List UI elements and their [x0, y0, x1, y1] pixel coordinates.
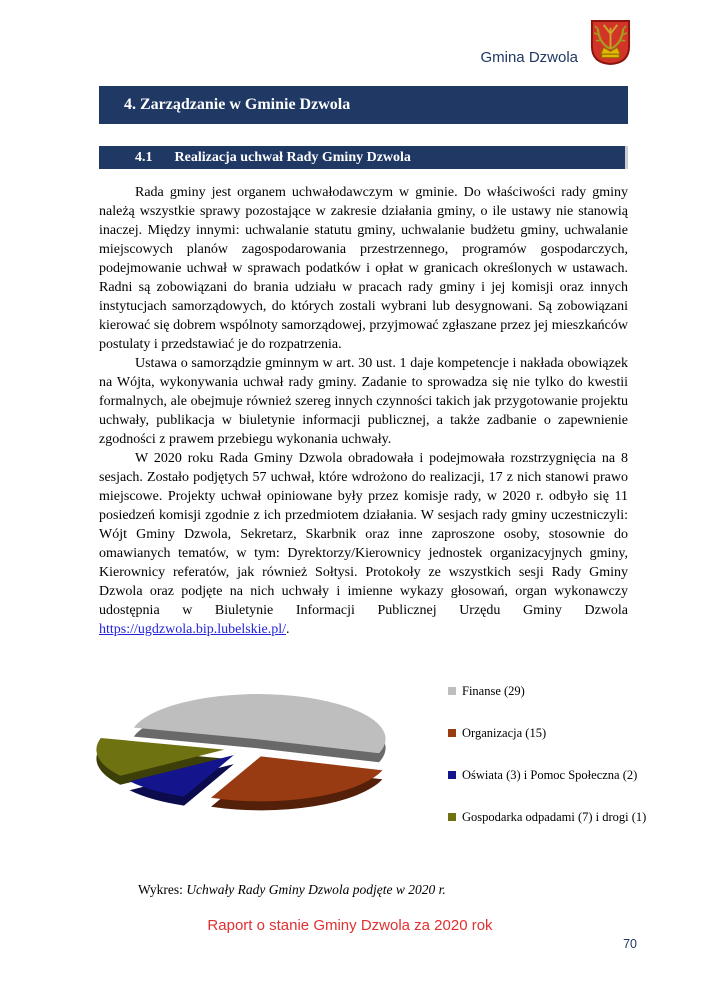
- org-name: Gmina Dzwola: [480, 49, 578, 66]
- chart-legend: [448, 684, 698, 852]
- paragraph-1: Rada gminy jest organem uchwałodawczym w gminie. Do właściwości rady gminy należą wszystkie sprawy pozostające w zakresie działania gminy, o ile ustawy nie stanowią inaczej. Między innymi: uchwalanie statutu gminy, uchwalanie budżetu gminy, uchwalanie miejscowych planów zagospodarowania przestrzennego, programów gospodarczych, podejmowanie uchwał w sprawach podatków i opłat w granicach określonych w ustawach. Radni są zobowiązani do brania udziału w pracach rady gminy i jej komisji oraz innych instytucjach samorządowych, do których zostali wybrani lub desygnowani. Są zobowiązani kierować się dobrem wspólnoty samorządowej, przyjmować zgłaszane przez jej mieszkańców postulaty i przedstawiać je do rozpatrzenia.: [99, 185, 628, 352]
- caption-text: Uchwały Rady Gminy Dzwola podjęte w 2020 r.: [186, 882, 446, 897]
- chart-caption: [138, 882, 446, 898]
- link-suffix: .: [286, 622, 290, 637]
- section-heading: [99, 86, 628, 124]
- legend-item: [448, 726, 698, 768]
- body-text: [99, 183, 628, 639]
- subsection-number: 4.1: [135, 150, 153, 165]
- page-number: 70: [623, 937, 637, 951]
- report-footer: Raport o stanie Gminy Dzwola za 2020 rok: [207, 917, 493, 934]
- legend-swatch: [448, 813, 456, 821]
- paragraph-3-text: W 2020 roku Rada Gminy Dzwola obradowała i podejmowała rozstrzygnięcia na 8 sesjach. Zostało podjętych 57 uchwał, które wdrożono do realizacji, 17 z nich stanowi prawo miejscowe. Projekty uchwał opiniowane były przez komisje rady, w 2020 r. odbyło się 11 posiedzeń komisji zgodnie z ich przedmiotem działania. W sesjach rady gminy uczestniczyli: Wójt Gminy Dzwola, Sekretarz, Skarbnik oraz inne zaproszone osoby, stosownie do omawianych tematów, w tym: Dyrektorzy/Kierownicy jednostek organizacyjnych gminy, Kierownicy referatów, jak również Sołtysi. Protokoły ze wszystkich sesji Rady Gminy Dzwola oraz podjęte na nich uchwały i imienne wykazy głosowań, organ wykonawczy udostępnia w Biuletynie Informacji Publicznej Urzędu Gminy Dzwola: [99, 451, 628, 618]
- legend-swatch: [448, 729, 456, 737]
- bip-link[interactable]: https://ugdzwola.bip.lubelskie.pl/: [99, 622, 287, 637]
- legend-label: Gospodarka odpadami (7) i drogi (1): [462, 810, 647, 824]
- caption-label: Wykres:: [138, 882, 183, 897]
- legend-label: Organizacja (15): [462, 726, 547, 740]
- coat-of-arms-icon: [589, 19, 632, 66]
- legend-swatch: [448, 687, 456, 695]
- paragraph-3: [99, 449, 628, 639]
- legend-label: Finanse (29): [462, 684, 525, 698]
- section-heading-label: 4. Zarządzanie w Gminie Dzwola: [124, 96, 351, 113]
- legend-item: [448, 684, 698, 726]
- paragraph-2: Ustawa o samorządzie gminnym w art. 30 ust. 1 daje kompetencje i nakłada obowiązek na Wójta, wykonywania uchwał rady gminy. Zadanie to sprowadza się nie tylko do kwestii formalnych, ale obejmuje również szereg innych czynności takich jak przygotowanie projektu uchwały, publikacja w biuletynie informacji publicznej, a także zadbanie o zapewnienie zgodności z prawem przebiegu wykonania uchwały.: [99, 356, 628, 447]
- legend-label: Oświata (3) i Pomoc Społeczna (2): [462, 768, 638, 782]
- legend-item: [448, 810, 698, 852]
- legend-swatch: [448, 771, 456, 779]
- pie-chart: [70, 660, 460, 860]
- subsection-title: Realizacja uchwał Rady Gminy Dzwola: [174, 150, 411, 165]
- legend-item: [448, 768, 698, 810]
- subsection-heading: [99, 146, 628, 169]
